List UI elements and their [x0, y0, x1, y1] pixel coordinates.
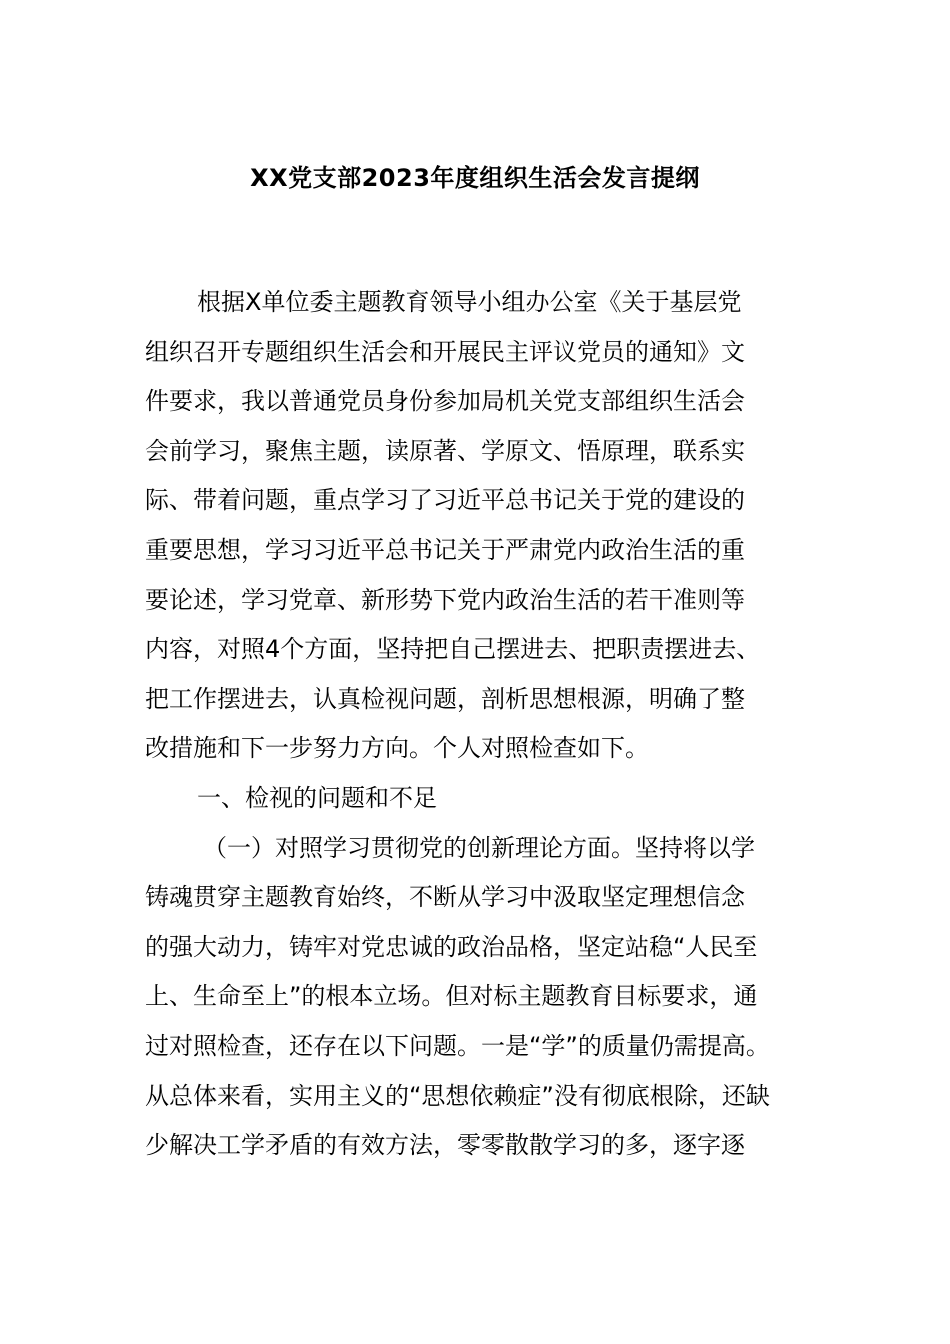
document-title: XX党支部2023年度组织生活会发言提纲	[250, 164, 700, 192]
paragraph-line: 过对照检查，还存在以下问题。一是“学”的质量仍需提高。	[145, 1031, 770, 1060]
paragraph-line: 的强大动力，铸牢对党忠诚的政治品格，坚定站稳“人民至	[145, 932, 758, 961]
paragraph-line: 内容，对照4个方面，坚持把自己摆进去、把职责摆进去、	[145, 635, 761, 664]
paragraph-line: 上、生命至上”的根本立场。但对标主题教育目标要求，通	[145, 982, 758, 1011]
document-body	[145, 282, 825, 1175]
paragraph-line: 组织召开专题组织生活会和开展民主评议党员的通知》文	[145, 337, 745, 366]
paragraph-line: 重要思想，学习习近平总书记关于严肃党内政治生活的重	[145, 535, 745, 564]
paragraph-line: 际、带着问题，重点学习了习近平总书记关于党的建设的	[145, 486, 745, 515]
paragraph-line: 铸魂贯穿主题教育始终，不断从学习中汲取坚定理想信念	[145, 883, 745, 912]
paragraph-line: 把工作摆进去，认真检视问题，剖析思想根源，明确了整	[145, 684, 745, 713]
paragraph-line: 根据X单位委主题教育领导小组办公室《关于基层党	[197, 288, 742, 316]
section-heading: 一、检视的问题和不足	[197, 783, 437, 812]
paragraph-line: 从总体来看，实用主义的“思想依赖症”没有彻底根除，还缺	[145, 1081, 770, 1110]
paragraph-line: 要论述，学习党章、新形势下党内政治生活的若干准则等	[145, 585, 745, 614]
paragraph-line: 改措施和下一步努力方向。个人对照检查如下。	[145, 734, 649, 763]
paragraph-line: 会前学习，聚焦主题，读原著、学原文、悟原理，联系实	[145, 436, 745, 465]
paragraph-line: 少解决工学矛盾的有效方法，零零散散学习的多，逐字逐	[145, 1131, 745, 1160]
subsection-line: （一）对照学习贯彻党的创新理论方面。坚持将以学	[203, 833, 755, 862]
paragraph-line: 件要求，我以普通党员身份参加局机关党支部组织生活会	[145, 387, 745, 416]
